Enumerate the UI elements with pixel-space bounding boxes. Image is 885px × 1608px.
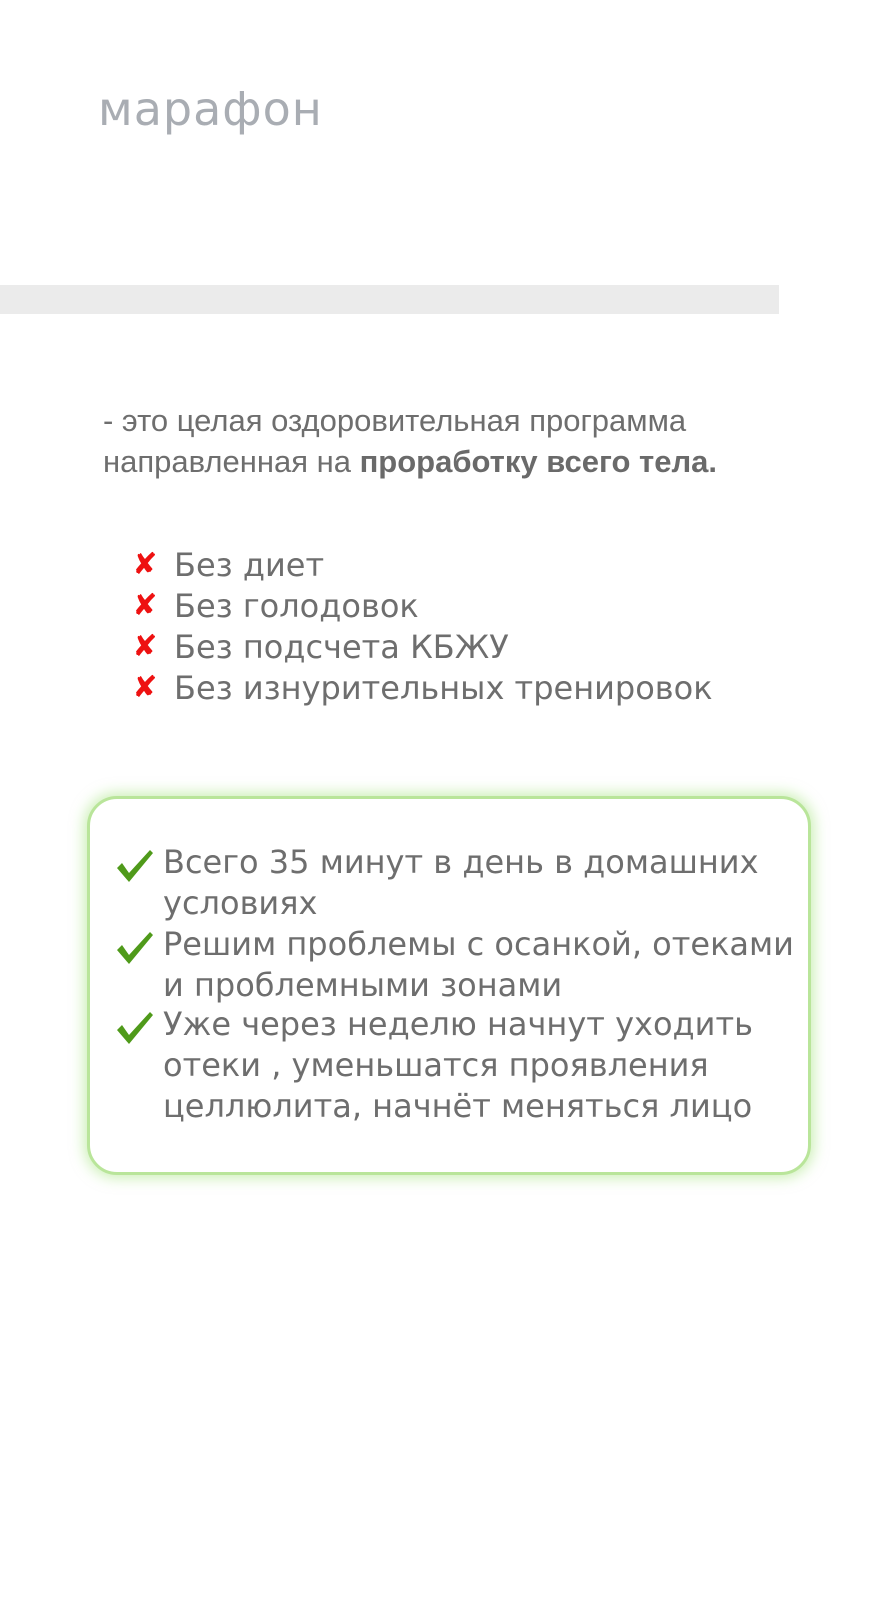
benefits-list: [115, 842, 795, 1127]
list-item: [115, 1004, 795, 1127]
check-icon: [115, 924, 157, 965]
list-item-label: Уже через неделю начнут уходить отеки , уменьшатся проявления целлюлита, начнёт меняться лицо: [163, 1005, 753, 1125]
list-item-label: Без диет: [174, 545, 325, 584]
list-item: [130, 585, 713, 626]
list-item: [115, 924, 795, 1004]
page-title: марафон: [98, 82, 323, 136]
check-icon: [115, 1004, 157, 1045]
cross-icon: ✘: [132, 547, 158, 582]
cross-icon: ✘: [132, 670, 158, 705]
list-item-label: Без изнурительных тренировок: [174, 668, 713, 707]
list-item-label: Без голодовок: [174, 586, 419, 625]
intro-paragraph: [103, 400, 863, 482]
list-item: [130, 544, 713, 585]
cross-icon: ✘: [132, 629, 158, 664]
divider-bar: [0, 285, 779, 314]
cross-icon: ✘: [132, 588, 158, 623]
list-item: [130, 626, 713, 667]
list-item-label: Без подсчета КБЖУ: [174, 627, 509, 666]
without-list: [130, 544, 713, 708]
list-item: [115, 842, 795, 924]
intro-highlight: проработку всего тела.: [359, 444, 718, 479]
intro-text: - это целая оздоровительная программа направленная на: [103, 403, 687, 479]
check-icon: [115, 842, 157, 883]
list-item: [130, 667, 713, 708]
list-item-label: Всего 35 минут в день в домашних условиях: [163, 843, 759, 922]
list-item-label: Решим проблемы с осанкой, отеками и проблемными зонами: [163, 925, 794, 1004]
